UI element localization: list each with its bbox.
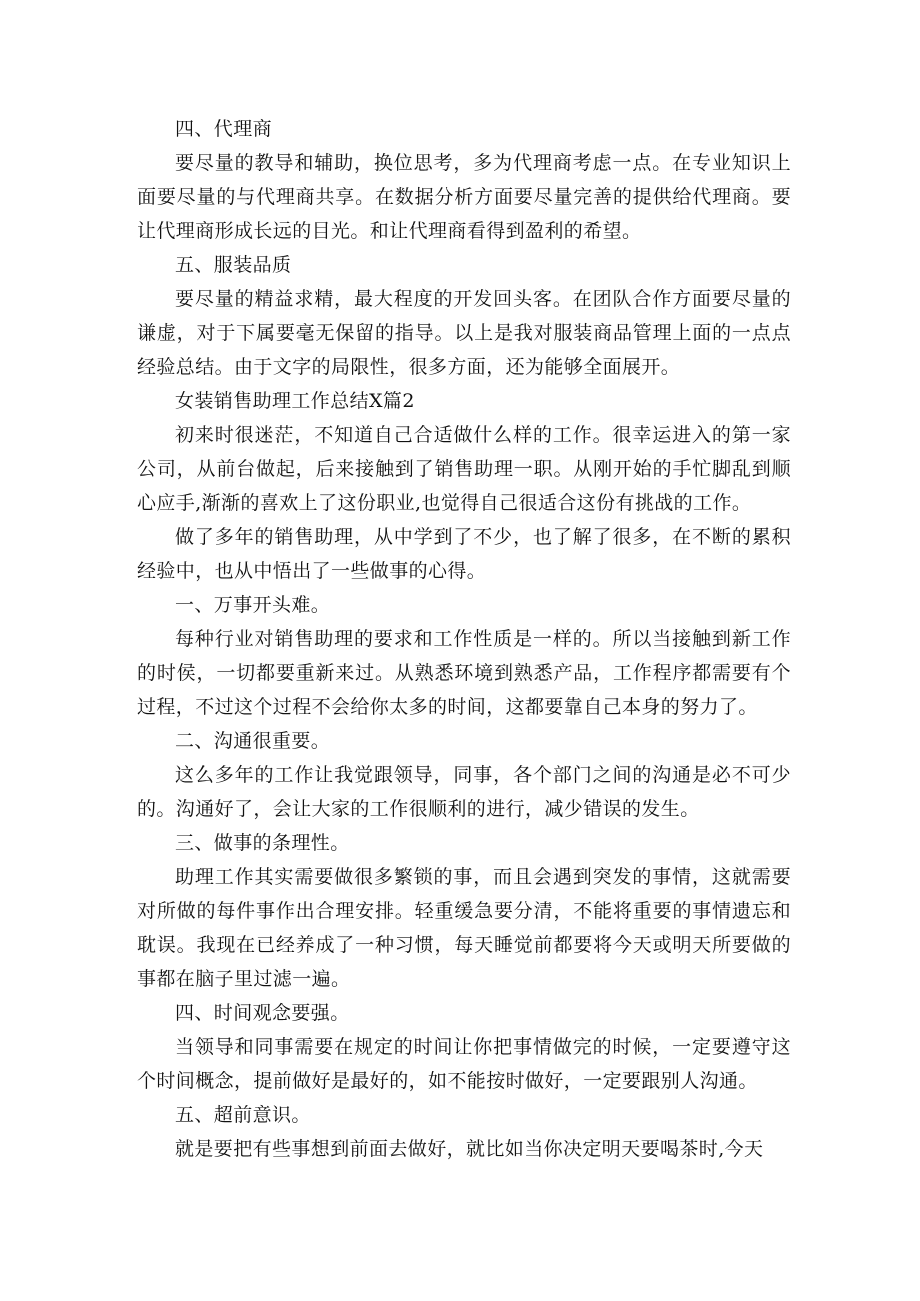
body-paragraph: 要尽量的教导和辅助，换位思考，多为代理商考虑一点。在专业知识上面要尽量的与代理商共享。在数据分析方面要尽量完善的提供给代理商。要让代理商形成长远的目光。和让代理商看得到盈利的希望。 bbox=[137, 152, 791, 242]
body-paragraph: 当领导和同事需要在规定的时间让你把事情做完的时候，一定要遵守这个时间概念，提前做好是最好的，如不能按时做好，一定要跟别人沟通。 bbox=[137, 1036, 791, 1092]
section-heading: 五、服装品质 bbox=[175, 254, 292, 276]
body-paragraph: 就是要把有些事想到前面去做好，就比如当你决定明天要喝茶时,今天 bbox=[175, 1138, 764, 1160]
article-title: 女装销售助理工作总结X篇2 bbox=[175, 390, 415, 412]
section-heading: 一、万事开头难。 bbox=[175, 594, 331, 616]
section-heading: 四、时间观念要强。 bbox=[175, 1002, 350, 1024]
body-paragraph: 每种行业对销售助理的要求和工作性质是一样的。所以当接触到新工作的时侯，一切都要重新来过。从熟悉环境到熟悉产品，工作程序都需要有个过程，不过这个过程不会给你太多的时间，这都要靠自己本身的努力了。 bbox=[137, 628, 791, 718]
body-paragraph: 初来时很迷茫，不知道自己合适做什么样的工作。很幸运进入的第一家公司，从前台做起，后来接触到了销售助理一职。从刚开始的手忙脚乱到顺心应手,渐渐的喜欢上了这份职业,也觉得自己很适合这份有挑战的工作。 bbox=[137, 424, 791, 514]
body-paragraph: 做了多年的销售助理，从中学到了不少，也了解了很多，在不断的累积经验中，也从中悟出了一些做事的心得。 bbox=[137, 526, 791, 582]
body-paragraph: 这么多年的工作让我觉跟领导，同事，各个部门之间的沟通是必不可少的。沟通好了，会让大家的工作很顺利的进行，减少错误的发生。 bbox=[137, 764, 791, 820]
section-heading: 二、沟通很重要。 bbox=[175, 730, 331, 752]
document-body bbox=[137, 112, 791, 1166]
section-heading: 五、超前意识。 bbox=[175, 1104, 311, 1126]
section-heading: 三、做事的条理性。 bbox=[175, 832, 350, 854]
body-paragraph: 助理工作其实需要做很多繁锁的事，而且会遇到突发的事情，这就需要对所做的每件事作出合理安排。轻重缓急要分清，不能将重要的事情遗忘和耽误。我现在已经养成了一种习惯，每天睡觉前都要将今天或明天所要做的事都在脑子里过滤一遍。 bbox=[137, 866, 791, 990]
body-paragraph: 要尽量的精益求精，最大程度的开发回头客。在团队合作方面要尽量的谦虚，对于下属要毫无保留的指导。以上是我对服装商品管理上面的一点点经验总结。由于文字的局限性，很多方面，还为能够全面展开。 bbox=[137, 288, 791, 378]
section-heading: 四、代理商 bbox=[175, 118, 273, 140]
